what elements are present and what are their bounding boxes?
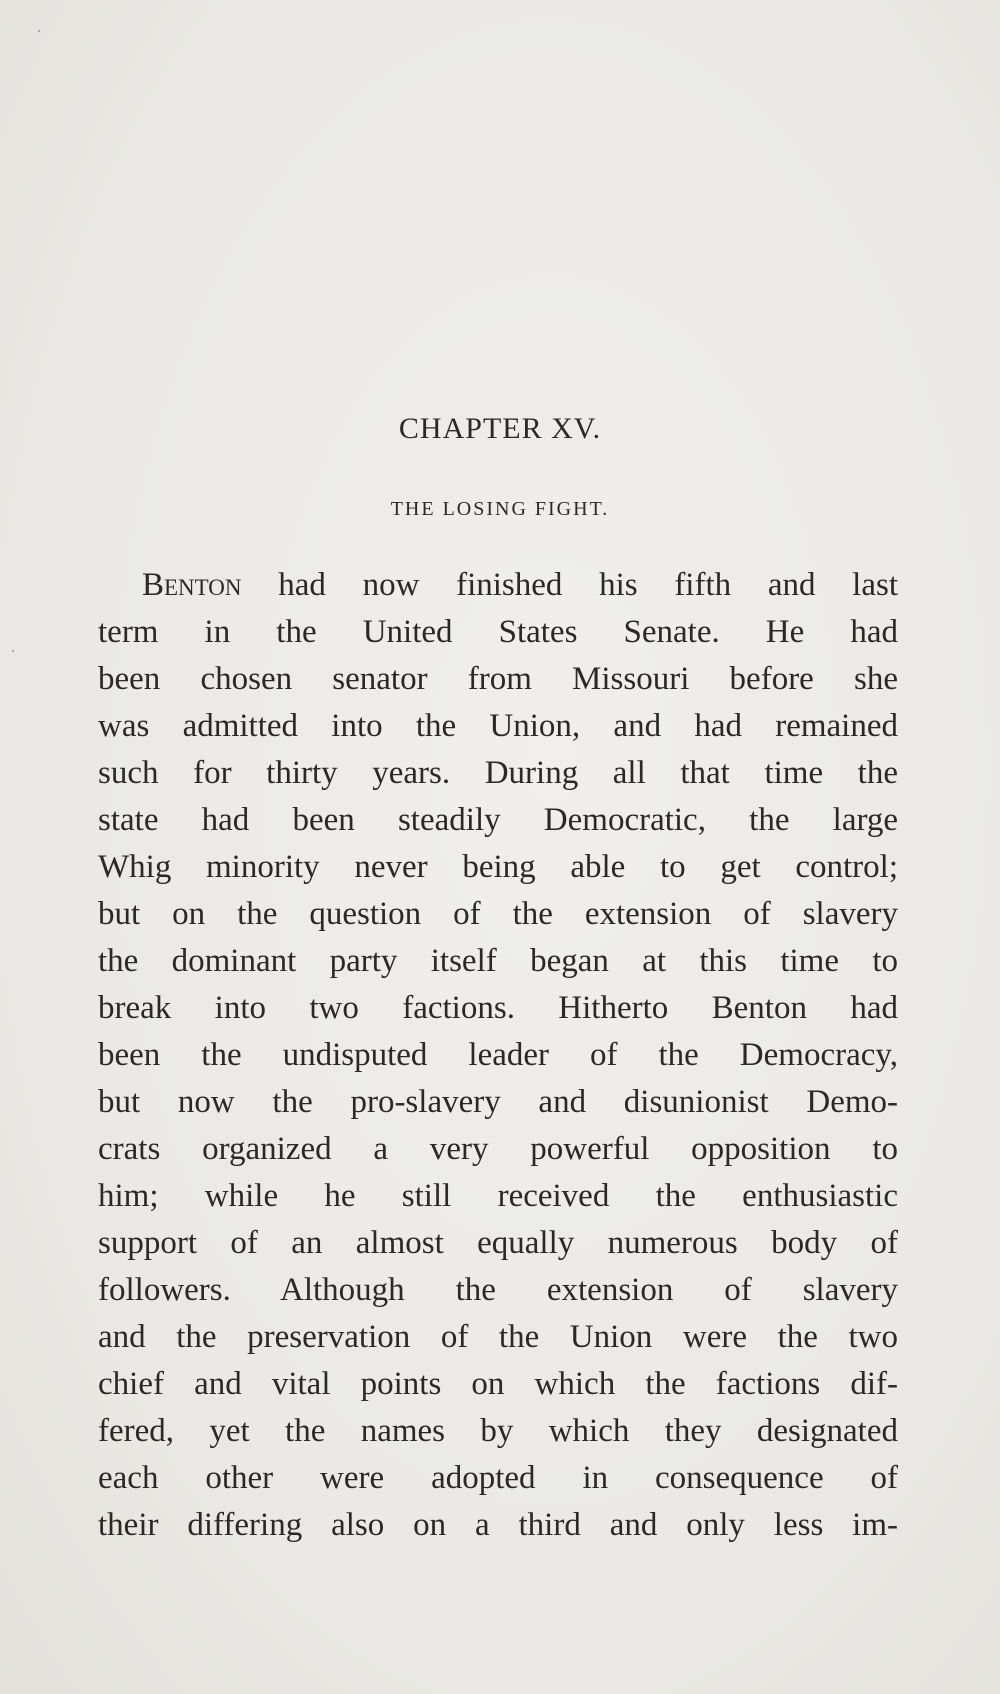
text-line bbox=[98, 562, 898, 609]
text-line: break into two factions. Hitherto Benton had bbox=[98, 990, 898, 1026]
text-line: chief and vital points on which the factions dif- bbox=[98, 1366, 898, 1402]
opening-word: Benton bbox=[142, 567, 242, 603]
text-line: and the preservation of the Union were the two bbox=[98, 1319, 898, 1355]
text-line: but now the pro-slavery and disunionist Demo- bbox=[98, 1084, 898, 1120]
text-line: followers. Although the extension of slavery bbox=[98, 1272, 898, 1308]
text-line: term in the United States Senate. He had bbox=[98, 614, 898, 650]
text-line: been chosen senator from Missouri before she bbox=[98, 661, 898, 697]
text-line: crats organized a very powerful opposition to bbox=[98, 1131, 898, 1167]
text-line: fered, yet the names by which they designated bbox=[98, 1413, 898, 1449]
text-line: state had been steadily Democratic, the large bbox=[98, 802, 898, 838]
chapter-title: CHAPTER XV. bbox=[398, 412, 602, 445]
text-line: been the undisputed leader of the Democracy, bbox=[98, 1037, 898, 1073]
page-speck bbox=[12, 650, 14, 652]
page-speck bbox=[38, 30, 40, 32]
text-line: him; while he still received the enthusiastic bbox=[98, 1178, 898, 1214]
chapter-subtitle: THE LOSING FIGHT. bbox=[390, 498, 610, 520]
text-line: each other were adopted in consequence of bbox=[98, 1460, 898, 1496]
text-line: support of an almost equally numerous body of bbox=[98, 1225, 898, 1261]
text-line: but on the question of the extension of slavery bbox=[98, 896, 898, 932]
text-line: such for thirty years. During all that time the bbox=[98, 755, 898, 791]
text-line: the dominant party itself began at this time to bbox=[98, 943, 898, 979]
text-line: Whig minority never being able to get control; bbox=[98, 849, 898, 885]
text-line-rest: had now finished his fifth and last bbox=[241, 567, 898, 603]
text-line: their differing also on a third and only less im- bbox=[98, 1507, 898, 1543]
text-line: was admitted into the Union, and had remained bbox=[98, 708, 898, 744]
body-paragraph bbox=[98, 562, 898, 1549]
